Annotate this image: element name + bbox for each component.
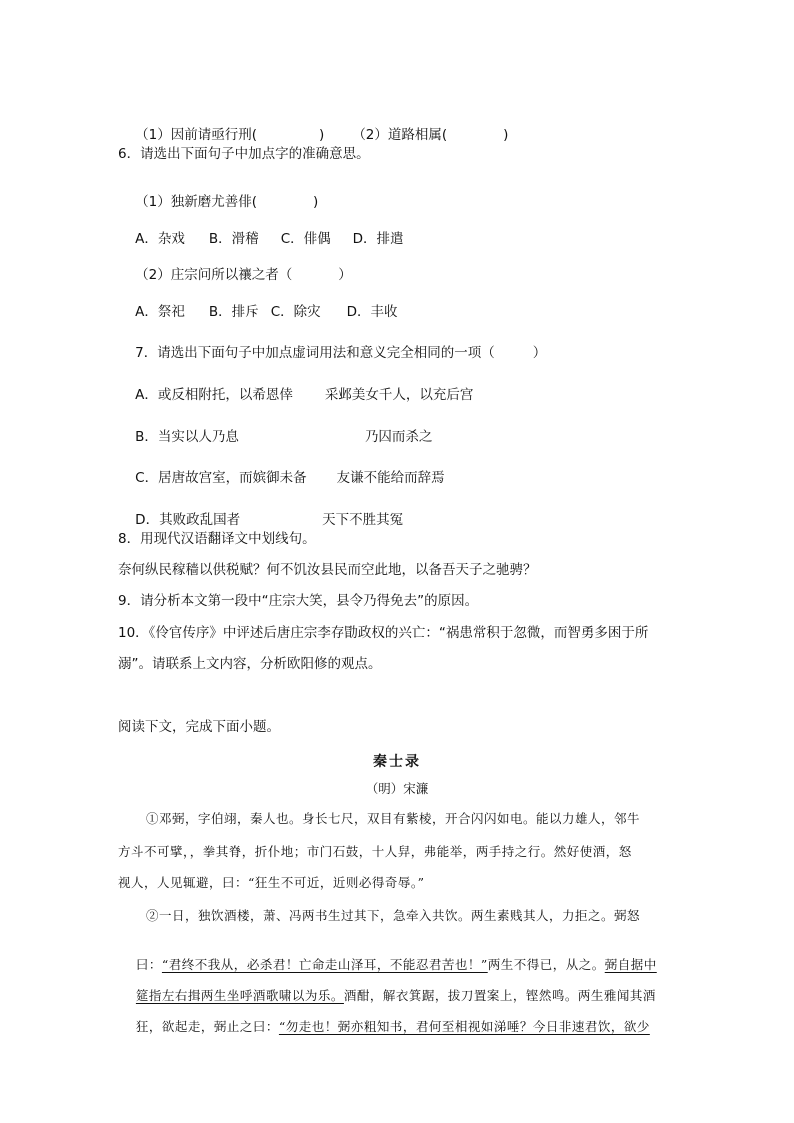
q8-sentence: 奈何纵民稼穑以供税赋？何不饥汝县民而空此地，以备吾天子之驰骋？ bbox=[118, 562, 537, 578]
q6-sub1-close: ) bbox=[313, 194, 319, 210]
passage-title: 秦士录 bbox=[373, 754, 421, 770]
q7-stem-close: ） bbox=[532, 345, 547, 361]
q6-sub2-close: ） bbox=[338, 267, 352, 283]
passage-p1-line2: 方斗不可擘，，拳其脊，折仆地；市门石鼓，十人舁，弗能举，两手持之行。然好使酒，怒 bbox=[118, 844, 632, 859]
underlined-sentence: 弼自据中 bbox=[604, 957, 657, 972]
q9-stem: 9．请分析本文第一段中“庄宗大笑，县令乃得免去”的原因。 bbox=[118, 593, 479, 609]
passage-p1-line1: ①邓弼，字伯翊，秦人也。身长七尺，双目有紫棱，开合闪闪如电。能以力雄人，邻牛 bbox=[146, 811, 641, 826]
option-a: A．祭祀 bbox=[135, 304, 185, 320]
option-b: B．排斥 bbox=[208, 304, 259, 320]
option-d: D．丰收 bbox=[346, 304, 398, 320]
option-d-right: 天下不胜其冤 bbox=[322, 512, 404, 528]
q10-line2: 溺”。请联系上文内容，分析欧阳修的观点。 bbox=[118, 656, 382, 672]
underlined-sentence: “勿走也！弼亦粗知书，君何至相视如涕唾？今日非速君饮，欲少 bbox=[278, 1019, 650, 1034]
text-segment: 两生不得已，从之。 bbox=[487, 957, 605, 972]
q5-item1: （1）因前请亟行刑( bbox=[135, 127, 258, 143]
option-b-right: 乃囚而杀之 bbox=[364, 429, 433, 445]
option-c-left: C．居唐故宫室，而嫔御未备 bbox=[135, 470, 307, 486]
q5-item2: （2）道路相属( bbox=[352, 127, 448, 143]
option-a: A．杂戏 bbox=[135, 231, 185, 247]
passage-author: （明）宋濂 bbox=[365, 781, 429, 796]
option-d: D．排遣 bbox=[352, 231, 404, 247]
text-segment: 曰： bbox=[135, 957, 162, 972]
q8-stem: 8．用现代汉语翻译文中划线句。 bbox=[118, 531, 316, 547]
option-c: C．除灾 bbox=[270, 304, 321, 320]
q6-sub2-text: （2）庄宗问所以禳之者（ bbox=[135, 267, 293, 283]
underlined-sentence: “君终不我从，必杀君！亡命走山泽耳，不能忍君苦也！” bbox=[161, 957, 488, 972]
option-c: C．俳偶 bbox=[280, 231, 331, 247]
passage-p1-line3: 视人，人见辄避，曰：“狂生不可近，近则必得奇辱。” bbox=[118, 875, 425, 890]
option-b: B．滑稽 bbox=[208, 231, 259, 247]
q7-stem-text: 7．请选出下面句子中加点虚词用法和意义完全相同的一项（ bbox=[135, 345, 495, 361]
q6-sub1-text: （1）独新磨尤善俳( bbox=[135, 194, 258, 210]
option-a-right: 采邺美女千人，以充后宫 bbox=[324, 387, 474, 403]
passage-p2-line4 bbox=[118, 1000, 650, 1054]
q10-line1: 10．《伶官传序》中评述后唐庄宗李存勖政权的兴亡：“祸患常积于忽微，而智勇多困于所 bbox=[118, 625, 649, 641]
q6-stem: 6．请选出下面句子中加点字的准确意思。 bbox=[118, 146, 370, 162]
underlined-sentence: 筵指左右揖两生坐呼酒歌啸以为乐。 bbox=[135, 988, 344, 1003]
reading-instruction: 阅读下文，完成下面小题。 bbox=[118, 719, 280, 735]
q5-item2-close: ) bbox=[503, 127, 509, 143]
text-segment: 狂，欲起走，弼止之曰： bbox=[135, 1019, 279, 1034]
option-c-right: 友谦不能给而辞焉 bbox=[336, 470, 445, 486]
text-segment: 酒酣，解衣箕踞，拔刀置案上，铿然鸣。两生雅闻其酒 bbox=[343, 988, 656, 1003]
option-d-left: D．其败政乱国者 bbox=[135, 512, 241, 528]
passage-p2-line1: ②一日，独饮酒楼，萧、冯两书生过其下，急牵入共饮。两生素贱其人，力拒之。弼怒 bbox=[146, 908, 641, 923]
option-a-left: A．或反相附托，以希恩倖 bbox=[135, 387, 293, 403]
option-b-left: B．当实以人乃息 bbox=[135, 429, 239, 445]
q5-item1-close: ) bbox=[319, 127, 325, 143]
